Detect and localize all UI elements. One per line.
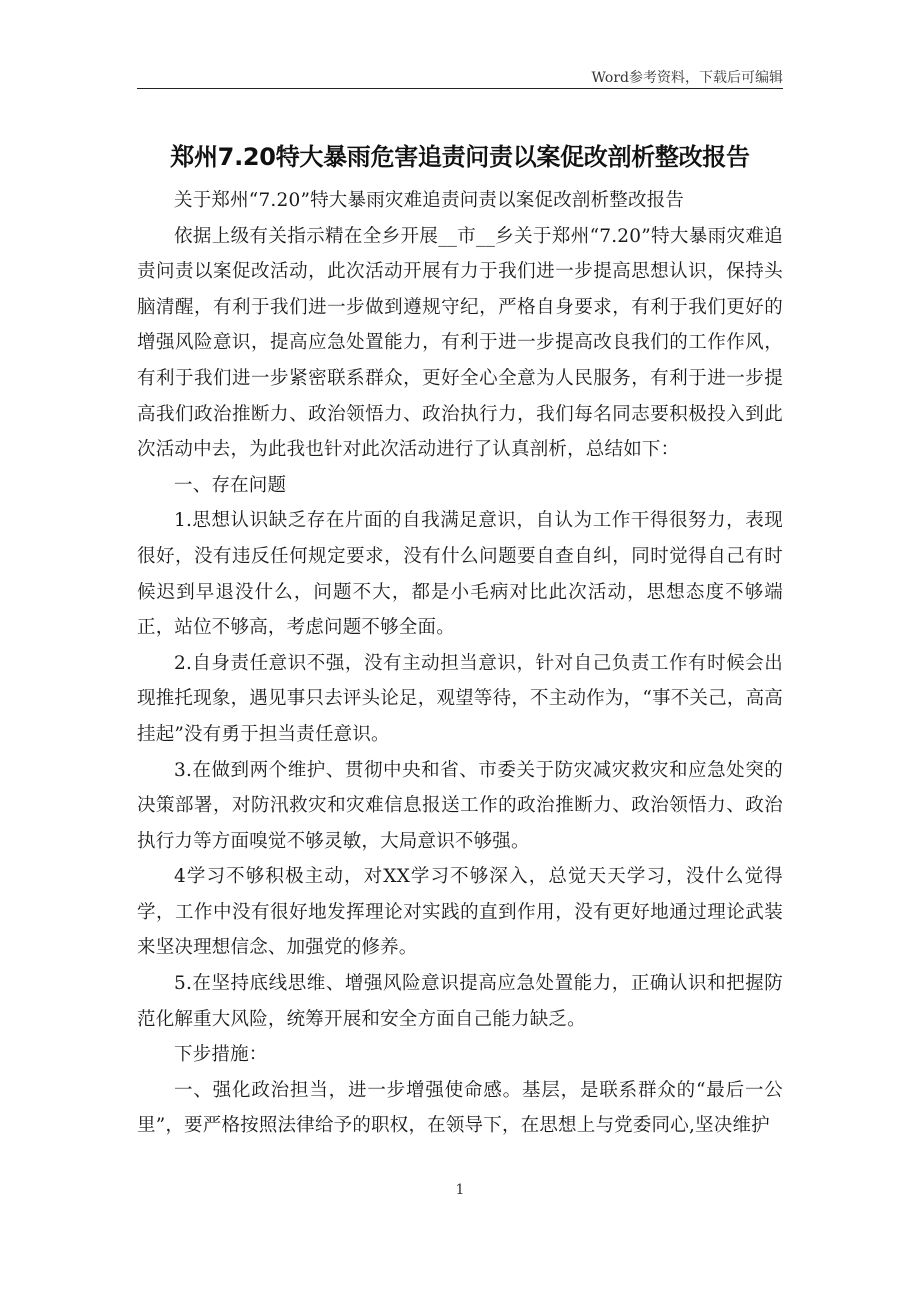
paragraph: 4学习不够积极主动，对XX学习不够深入，总觉天天学习，没什么觉得学，工作中没有很好地发挥理论对实践的直到作用，没有更好地通过理论武装来坚决理想信念、加强党的修养。	[137, 866, 783, 959]
paragraph: 1.思想认识缺乏存在片面的自我满足意识，自认为工作干得很努力，表现很好，没有违反任何规定要求，没有什么问题要自查自纠，同时觉得自己有时候迟到早退没什么，问题不大，都是小毛病对比此次活动，思想态度不够端正，站位不够高，考虑问题不够全面。	[137, 510, 783, 639]
paragraph: 一、强化政治担当，进一步增强使命感。基层，是联系群众的“最后一公里”，要严格按照法律给予的职权，在领导下，在思想上与党委同心,坚决维护	[137, 1079, 783, 1137]
section-heading: 一、存在问题	[174, 474, 287, 496]
page-number: 1	[455, 1182, 465, 1198]
paragraph: 5.在坚持底线思维、增强风险意识提高应急处置能力，正确认识和把握防范化解重大风险，统筹开展和安全方面自己能力缺乏。	[137, 973, 783, 1030]
paragraph: 3.在做到两个维护、贯彻中央和省、市委关于防灾减灾救灾和应急处突的决策部署，对防汛救灾和灾难信息报送工作的政治推断力、政治领悟力、政治执行力等方面嗅觉不够灵敏，大局意识不够强。	[137, 759, 783, 852]
header-divider	[137, 88, 783, 89]
section-heading: 下步措施：	[174, 1044, 268, 1066]
page-header-note: Word参考资料，下载后可编辑	[591, 70, 783, 86]
paragraph: 关于郑州“7.20”特大暴雨灾难追责问责以案促改剖析整改报告	[174, 190, 685, 211]
paragraph: 2.自身责任意识不强，没有主动担当意识，针对自己负责工作有时候会出现推托现象，遇见事只去评头论足，观望等待，不主动作为，“事不关己，高高挂起”没有勇于担当责任意识。	[137, 652, 783, 745]
document-title: 郑州7.20特大暴雨危害追责问责以案促改剖析整改报告	[170, 143, 750, 171]
document-body	[137, 183, 783, 1144]
paragraph: 依据上级有关指示精在全乡开展__市__乡关于郑州“7.20”特大暴雨灾难追责问责以案促改活动，此次活动开展有力于我们进一步提高思想认识，保持头脑清醒，有利于我们进一步做到遵规守纪，严格自身要求，有利于我们更好的增强风险意识，提高应急处置能力，有利于进一步提高改良我们的工作作风，有利于我们进一步紧密联系群众，更好全心全意为人民服务，有利于进一步提高我们政治推断力、政治领悟力、政治执行力，我们每名同志要积极投入到此次活动中去，为此我也针对此次活动进行了认真剖析，总结如下：	[137, 225, 783, 461]
